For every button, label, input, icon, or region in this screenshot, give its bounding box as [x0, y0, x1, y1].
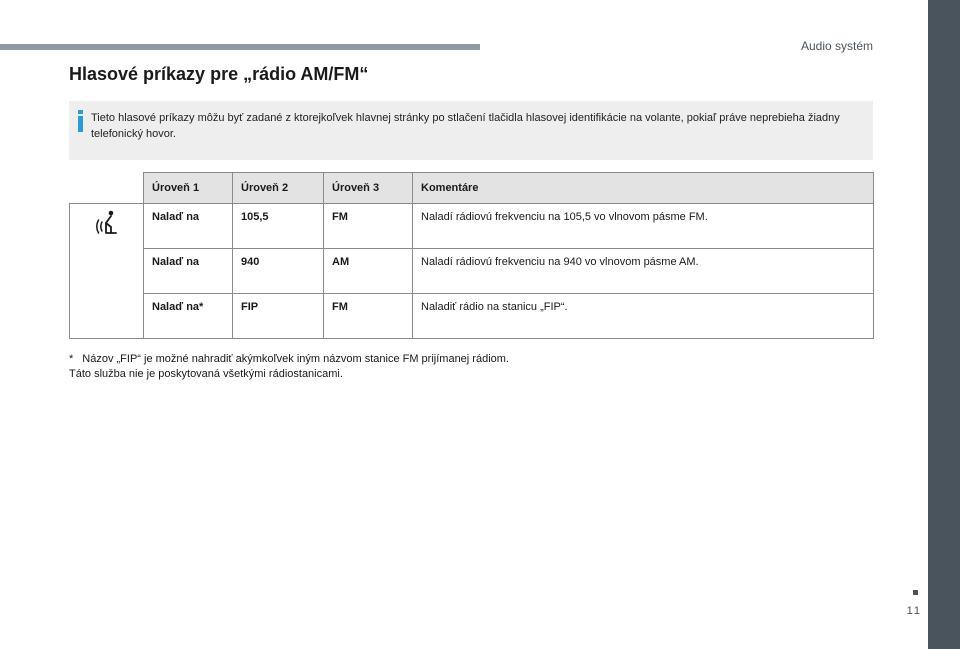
top-rule	[0, 44, 480, 50]
header-blank	[70, 173, 144, 204]
cell-level-1: Nalaď na	[144, 204, 233, 249]
header-level-2: Úroveň 2	[233, 173, 324, 204]
cell-comment: Naladiť rádio na stanicu „FIP“.	[413, 294, 874, 339]
cell-level-1: Nalaď na	[144, 249, 233, 294]
table-header-row	[70, 173, 874, 204]
info-box	[69, 101, 873, 160]
table-row	[70, 204, 874, 249]
page-title: Hlasové príkazy pre „rádio AM/FM“	[69, 64, 369, 84]
section-label: Audio systém	[800, 39, 873, 53]
voice-commands-table	[69, 172, 874, 339]
cell-level-3: FM	[324, 294, 413, 339]
cell-comment: Naladí rádiovú frekvenciu na 940 vo vlnovom pásme AM.	[413, 249, 874, 294]
info-text: Tieto hlasové príkazy môžu byť zadané z ktorejkoľvek hlavnej stránky po stlačení tlačidla hlasovej identifikácie na volante, pokiaľ práve neprebieha žiadny telefonický hovor.	[91, 112, 840, 140]
side-band	[928, 0, 960, 649]
header-level-3: Úroveň 3	[324, 173, 413, 204]
voice-command-icon	[94, 210, 120, 236]
info-icon	[78, 110, 84, 132]
page-number: 11	[906, 605, 922, 617]
footnote-line-2: Táto služba nie je poskytovaná všetkými rádiostanicami.	[69, 368, 343, 380]
footnote	[69, 352, 509, 382]
cell-level-2: 105,5	[233, 204, 324, 249]
footnote-line-1: Názov „FIP“ je možné nahradiť akýmkoľvek iným názvom stanice FM prijímanej rádiom.	[82, 353, 509, 365]
cell-level-2: 940	[233, 249, 324, 294]
cell-level-3: AM	[324, 249, 413, 294]
cell-level-3: FM	[324, 204, 413, 249]
page-marker	[913, 590, 918, 595]
header-level-1: Úroveň 1	[144, 173, 233, 204]
cell-comment: Naladí rádiovú frekvenciu na 105,5 vo vlnovom pásme FM.	[413, 204, 874, 249]
footnote-star: *	[69, 353, 74, 365]
icon-cell	[70, 204, 144, 339]
table-row	[70, 294, 874, 339]
cell-level-2: FIP	[233, 294, 324, 339]
cell-level-1: Nalaď na*	[144, 294, 233, 339]
table-row	[70, 249, 874, 294]
header-comments: Komentáre	[413, 173, 874, 204]
